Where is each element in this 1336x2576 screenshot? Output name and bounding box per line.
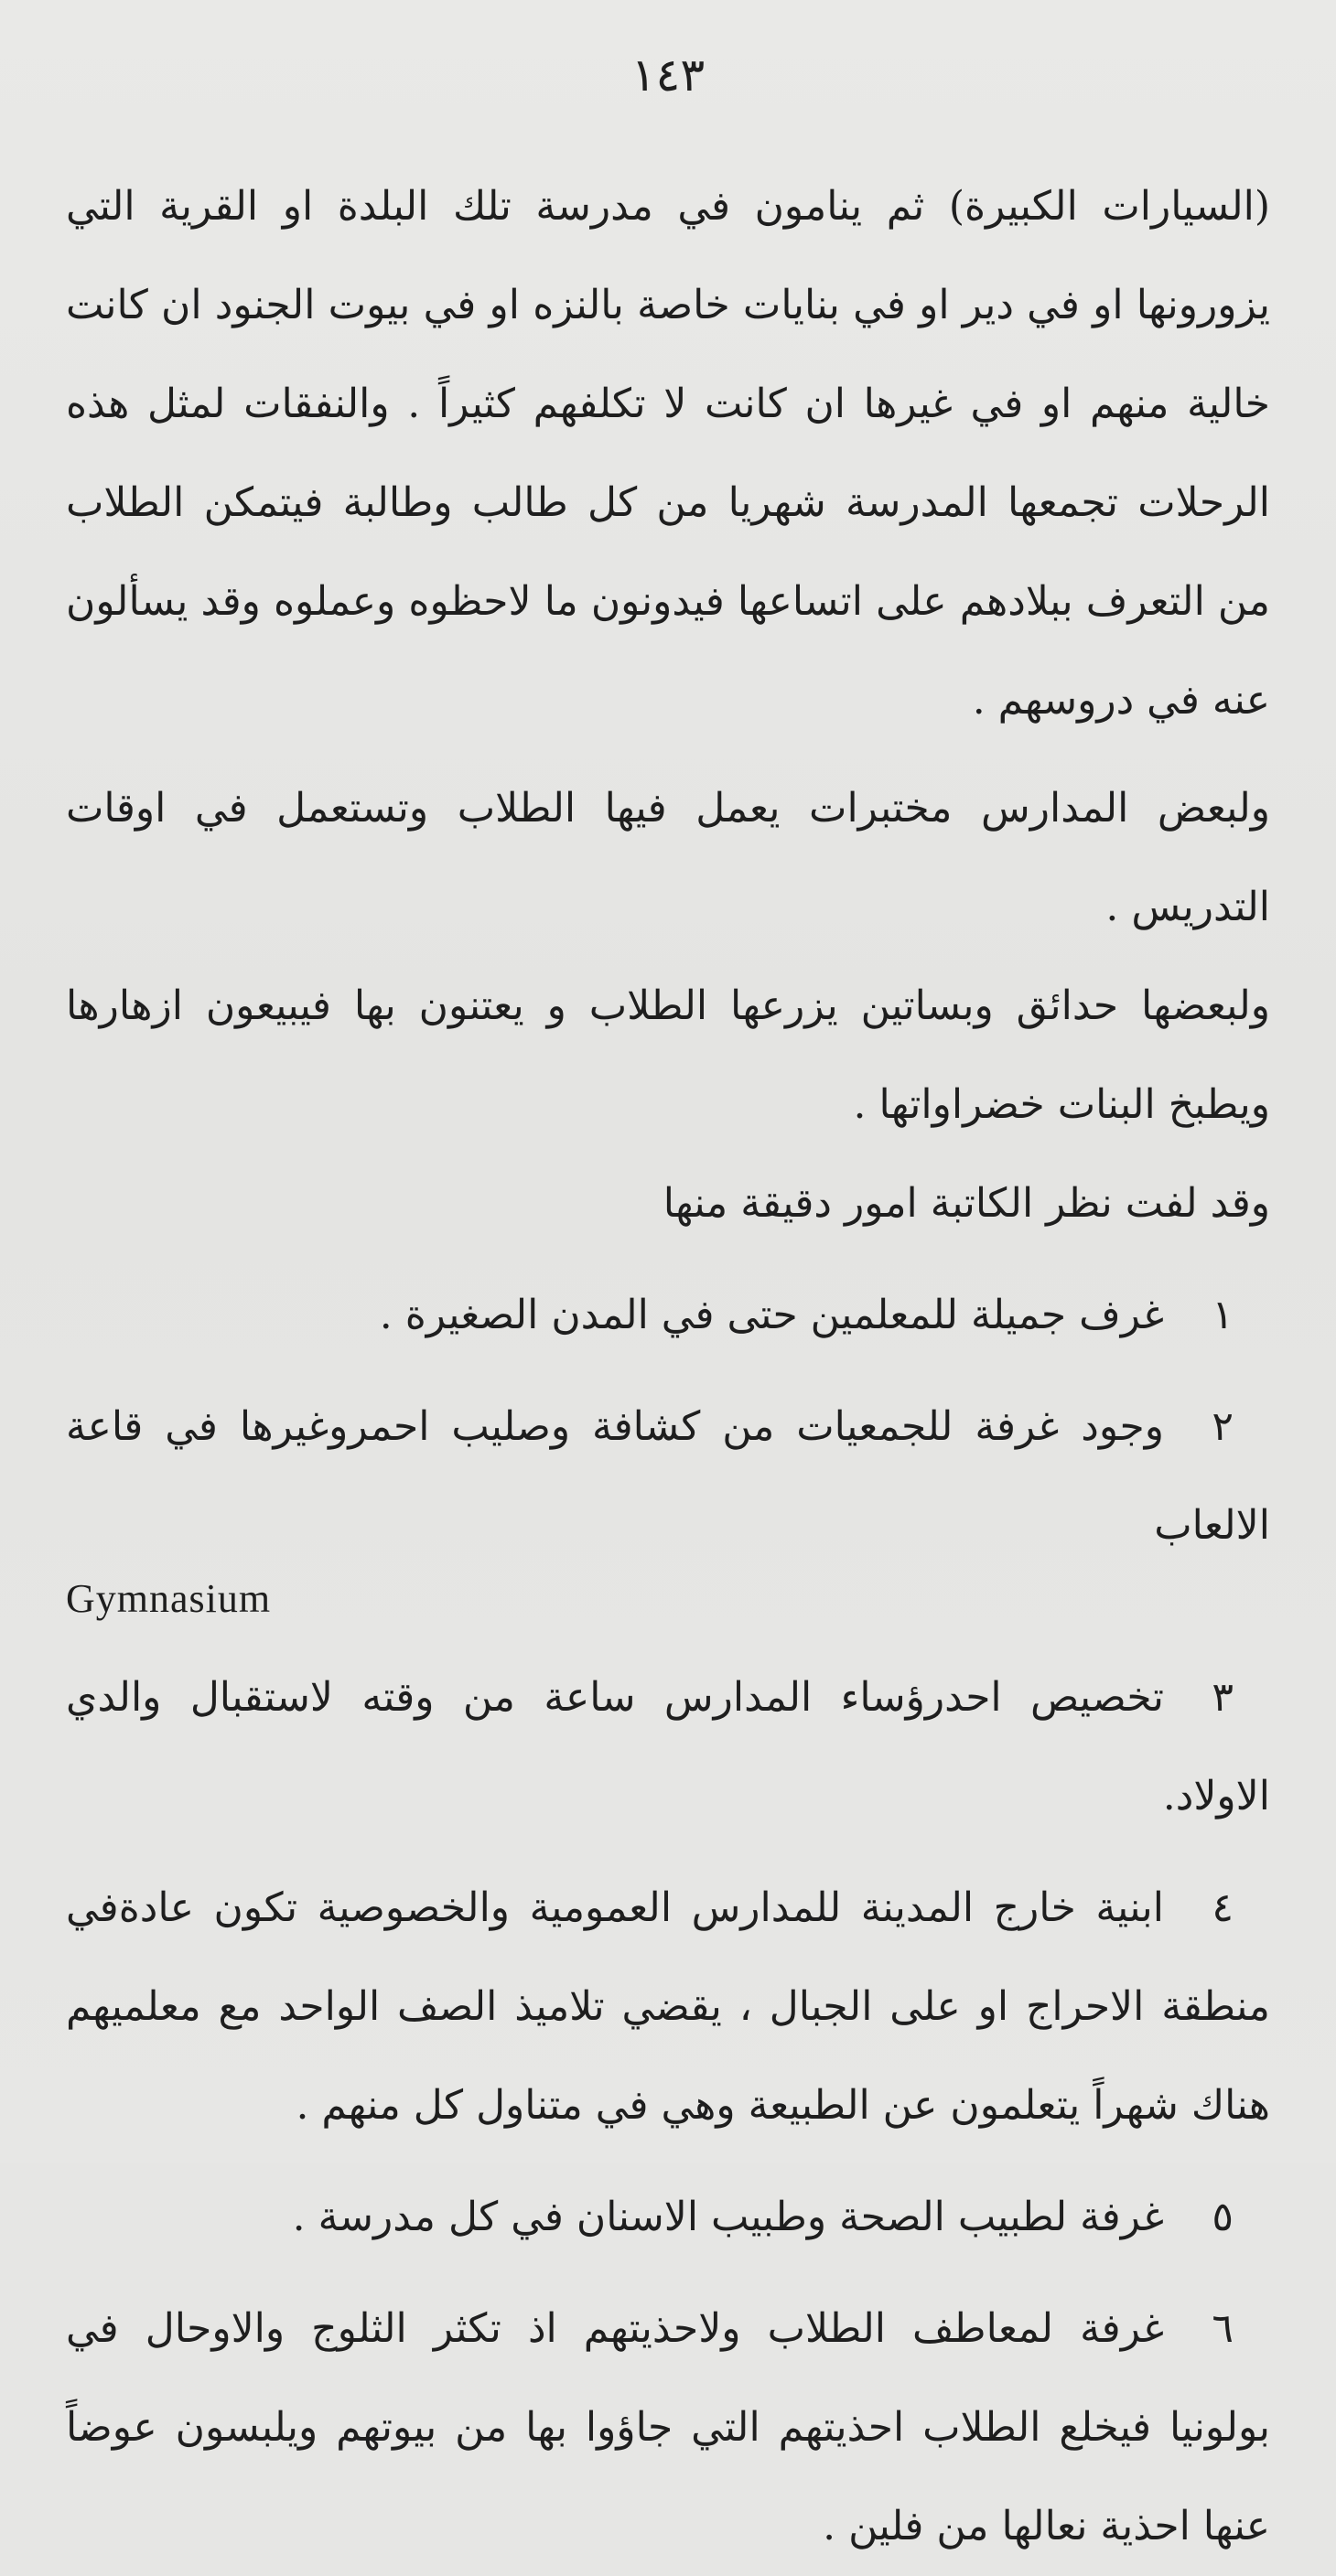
- list-item-number: ٤: [1212, 1884, 1234, 1931]
- list-item-2: [66, 1378, 1270, 1575]
- paragraph-gardens: ولبعضها حدائق وبساتين يزرعها الطلاب و يعتنون بها فيبيعون ازهارها ويطبخ البنات خضراواتها .: [66, 982, 1270, 1128]
- list-item-number: ١: [1212, 1292, 1234, 1338]
- list-item-text: تخصيص احدرؤساء المدارس ساعة من وقته لاستقبال والدي الاولاد.: [66, 1674, 1270, 1819]
- list-item-5: [66, 2168, 1270, 2267]
- list-item-text: غرف جميلة للمعلمين حتى في المدن الصغيرة .: [379, 1292, 1164, 1338]
- list-item-text: غرفة لطبيب الصحة وطبيب الاسنان في كل مدرسة .: [292, 2194, 1164, 2240]
- list-item-1: [66, 1266, 1270, 1365]
- latin-term-gymnasium: Gymnasium: [66, 1576, 272, 1621]
- list-item-3: [66, 1648, 1270, 1846]
- page-number: ١٤٣: [630, 48, 706, 102]
- list-item-4: [66, 1859, 1270, 2155]
- list-item-text: وجود غرفة للجمعيات من كشافة وصليب احمروغيرها في قاعة الالعاب: [66, 1403, 1270, 1549]
- paragraph-trips: (السيارات الكبيرة) ثم ينامون في مدرسة تلك البلدة او القرية التي يزورونها او في دير او في بنايات خاصة بالنزه او في بيوت الجنود ان كانت خالية منهم او في غيرها ان كانت لا تكلفهم كثيراً . والنفقات لمثل هذه الرحلات تجمعها المدرسة شهريا من كل طالب وطالبة فيتمكن الطلاب من التعرف ببلادهم على اتساعها فيدونون ما لاحظوه وعملوه وقد يسألون عنه في دروسهم .: [66, 183, 1270, 724]
- paragraph-labs: ولبعض المدارس مختبرات يعمل فيها الطلاب وتستعمل في اوقات التدريس .: [66, 785, 1270, 930]
- list-item-number: ٢: [1212, 1403, 1234, 1450]
- page-body: [66, 157, 1270, 2576]
- list-item-text: غرفة لمعاطف الطلاب ولاحذيتهم اذ تكثر الثلوج والاوحال في بولونيا فيخلع الطلاب احذيتهم التي جاؤوا بها من بيوتهم ويلبسون عوضاً عنها احذية نعالها من فلين .: [66, 2305, 1270, 2549]
- list-item-6: [66, 2280, 1270, 2576]
- list-item-number: ٣: [1212, 1674, 1234, 1721]
- list-item-number: ٦: [1212, 2305, 1234, 2352]
- list-item-text: ابنية خارج المدينة للمدارس العمومية والخصوصية تكون عادةفي منطقة الاحراج او على الجبال ، يقضي تلاميذ الصف الواحد مع معلميهم هناك شهراً يتعلمون عن الطبيعة وهي في متناول كل منهم .: [66, 1884, 1270, 2129]
- paragraph-observations: وقد لفت نظر الكاتبة امور دقيقة منها: [663, 1180, 1270, 1227]
- list-item-number: ٥: [1212, 2194, 1234, 2240]
